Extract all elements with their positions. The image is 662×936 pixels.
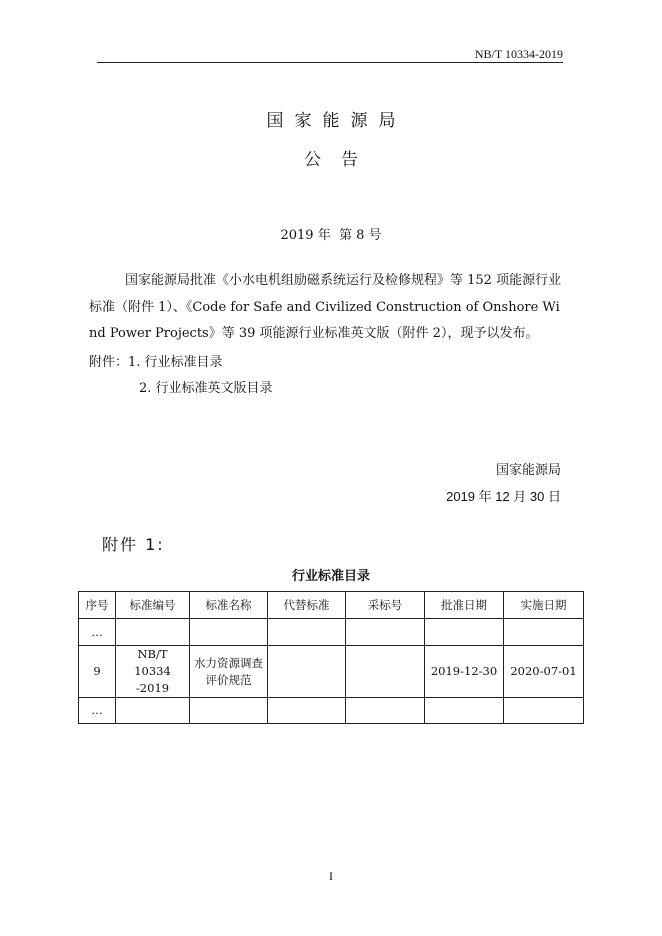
attachment-item-1: 1. 行业标准目录 (128, 355, 223, 370)
issuer-title: 国家能源局 (266, 111, 407, 131)
table-cell (268, 646, 346, 698)
column-header: 实施日期 (504, 592, 584, 619)
table-cell: 9 (79, 646, 116, 698)
table-cell: NB/T 10334 -2019 (116, 646, 190, 698)
page-number: I (329, 869, 333, 883)
table-cell (346, 619, 425, 646)
column-header: 采标号 (346, 592, 425, 619)
signature-org: 国家能源局 (495, 463, 561, 478)
attachment-heading: 附件 1: (102, 535, 165, 554)
table-cell (190, 698, 268, 724)
table-title: 行业标准目录 (291, 569, 370, 584)
attachment-item-2: 2. 行业标准英文版目录 (139, 381, 273, 396)
table-cell (268, 698, 346, 724)
table-row (79, 646, 584, 698)
table-cell: 2019-12-30 (425, 646, 504, 698)
column-header: 序号 (79, 592, 116, 619)
attachments-label: 附件： (89, 355, 129, 370)
table-header-row (79, 592, 584, 619)
column-header: 批准日期 (425, 592, 504, 619)
table-cell (268, 619, 346, 646)
table-cell (190, 619, 268, 646)
table-cell (346, 646, 425, 698)
table-cell (116, 698, 190, 724)
signature-date: 2019 年 12 月 30 日 (446, 489, 561, 504)
attachments-list (89, 351, 223, 370)
table-cell: 水力资源调查 评价规范 (190, 646, 268, 698)
table-row (79, 698, 584, 724)
table-cell (504, 619, 584, 646)
standards-table (78, 591, 584, 724)
table-row (79, 619, 584, 646)
table-cell: … (79, 619, 116, 646)
issue-number: 2019 年 第 8 号 (280, 228, 382, 243)
column-header: 代替标准 (268, 592, 346, 619)
table-cell: 2020-07-01 (504, 646, 584, 698)
table-cell (346, 698, 425, 724)
header-standard-code: NB/T 10334-2019 (474, 47, 563, 61)
table-cell (425, 698, 504, 724)
announcement-body: 国家能源局批准《小水电机组励磁系统运行及检修规程》等 152 项能源行业标准（附件 1）、《Code for Safe and Civilized Construction of Onshore Wind Power Projects》等 39 项能源行业标准英文版（附件 2），现予以发布。 (89, 273, 562, 341)
table-cell (425, 619, 504, 646)
table-cell (116, 619, 190, 646)
announcement-title: 公告 (304, 150, 378, 170)
column-header: 标准名称 (190, 592, 268, 619)
page-header (97, 44, 563, 63)
column-header: 标准编号 (116, 592, 190, 619)
table-cell (504, 698, 584, 724)
table-cell: … (79, 698, 116, 724)
